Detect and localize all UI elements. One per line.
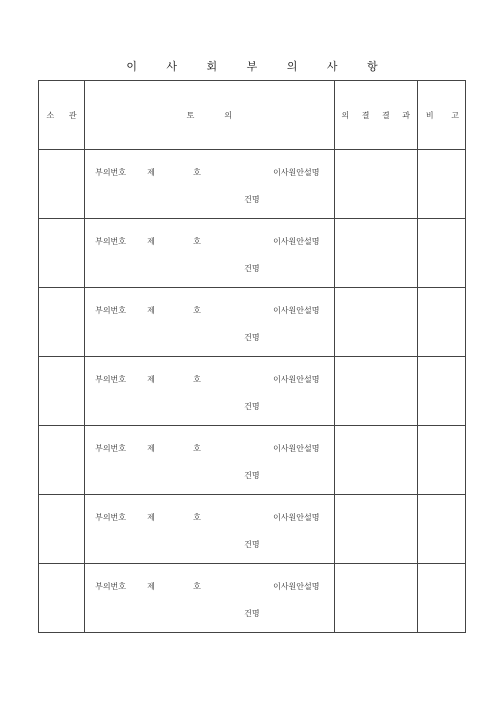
agenda-number-label: 부의번호 (95, 375, 127, 384)
number-suffix: 호 (193, 237, 201, 246)
header-toui-char1: 토 (186, 110, 195, 120)
agenda-title-label: 건명 (244, 195, 260, 204)
agenda-title-label: 건명 (244, 402, 260, 411)
agenda-number-label: 부의번호 (95, 444, 127, 453)
agenda-title-label: 건명 (244, 540, 260, 549)
number-suffix: 호 (193, 513, 201, 522)
toui-cell[interactable] (85, 357, 335, 426)
agenda-row (39, 426, 466, 495)
agenda-number-label: 부의번호 (95, 513, 127, 522)
number-suffix: 호 (193, 582, 201, 591)
header-toui (85, 81, 335, 150)
bigo-cell[interactable] (417, 495, 465, 564)
bigo-cell[interactable] (417, 288, 465, 357)
bigo-cell[interactable] (417, 219, 465, 288)
sogwan-cell[interactable] (39, 426, 85, 495)
number-prefix: 제 (147, 306, 155, 315)
sogwan-cell[interactable] (39, 288, 85, 357)
director-explanation-label: 이사원안설명 (273, 306, 320, 315)
sogwan-cell[interactable] (39, 219, 85, 288)
bigo-cell[interactable] (417, 564, 465, 633)
toui-cell[interactable] (85, 219, 335, 288)
agenda-row (39, 564, 466, 633)
toui-cell[interactable] (85, 426, 335, 495)
bigo-cell[interactable] (417, 426, 465, 495)
number-suffix: 호 (193, 375, 201, 384)
result-cell[interactable] (334, 495, 417, 564)
agenda-table (38, 80, 466, 633)
agenda-row (39, 357, 466, 426)
result-cell[interactable] (334, 426, 417, 495)
toui-cell[interactable] (85, 150, 335, 219)
number-prefix: 제 (147, 375, 155, 384)
agenda-title-label: 건명 (244, 471, 260, 480)
agenda-row (39, 150, 466, 219)
sogwan-cell[interactable] (39, 150, 85, 219)
director-explanation-label: 이사원안설명 (273, 513, 320, 522)
number-prefix: 제 (147, 513, 155, 522)
toui-cell[interactable] (85, 564, 335, 633)
header-toui-char2: 의 (224, 110, 233, 120)
result-cell[interactable] (334, 564, 417, 633)
number-prefix: 제 (147, 444, 155, 453)
agenda-title-label: 건명 (244, 333, 260, 342)
agenda-title-label: 건명 (244, 609, 260, 618)
result-cell[interactable] (334, 357, 417, 426)
director-explanation-label: 이사원안설명 (273, 582, 320, 591)
agenda-number-label: 부의번호 (95, 168, 127, 177)
agenda-number-label: 부의번호 (95, 306, 127, 315)
number-prefix: 제 (147, 582, 155, 591)
director-explanation-label: 이사원안설명 (273, 444, 320, 453)
result-cell[interactable] (334, 288, 417, 357)
agenda-row (39, 219, 466, 288)
header-sogwan: 소 관 (39, 81, 85, 150)
agenda-number-label: 부의번호 (95, 582, 127, 591)
number-suffix: 호 (193, 306, 201, 315)
document-title: 이 사 회 부 의 사 항 (126, 60, 391, 73)
agenda-number-label: 부의번호 (95, 237, 127, 246)
number-suffix: 호 (193, 444, 201, 453)
bigo-cell[interactable] (417, 357, 465, 426)
sogwan-cell[interactable] (39, 564, 85, 633)
director-explanation-label: 이사원안설명 (273, 168, 320, 177)
agenda-title-label: 건명 (244, 264, 260, 273)
result-cell[interactable] (334, 219, 417, 288)
header-bigo-char1: 비 (425, 110, 434, 120)
header-row (39, 81, 466, 150)
director-explanation-label: 이사원안설명 (273, 237, 320, 246)
result-cell[interactable] (334, 150, 417, 219)
bigo-cell[interactable] (417, 150, 465, 219)
number-prefix: 제 (147, 168, 155, 177)
header-bigo (417, 81, 465, 150)
toui-cell[interactable] (85, 288, 335, 357)
agenda-row (39, 495, 466, 564)
agenda-row (39, 288, 466, 357)
director-explanation-label: 이사원안설명 (273, 375, 320, 384)
header-bigo-char2: 고 (451, 110, 459, 120)
toui-cell[interactable] (85, 495, 335, 564)
sogwan-cell[interactable] (39, 495, 85, 564)
sogwan-cell[interactable] (39, 357, 85, 426)
number-suffix: 호 (193, 168, 201, 177)
number-prefix: 제 (147, 237, 155, 246)
header-result: 의 결 결 과 (334, 81, 417, 150)
